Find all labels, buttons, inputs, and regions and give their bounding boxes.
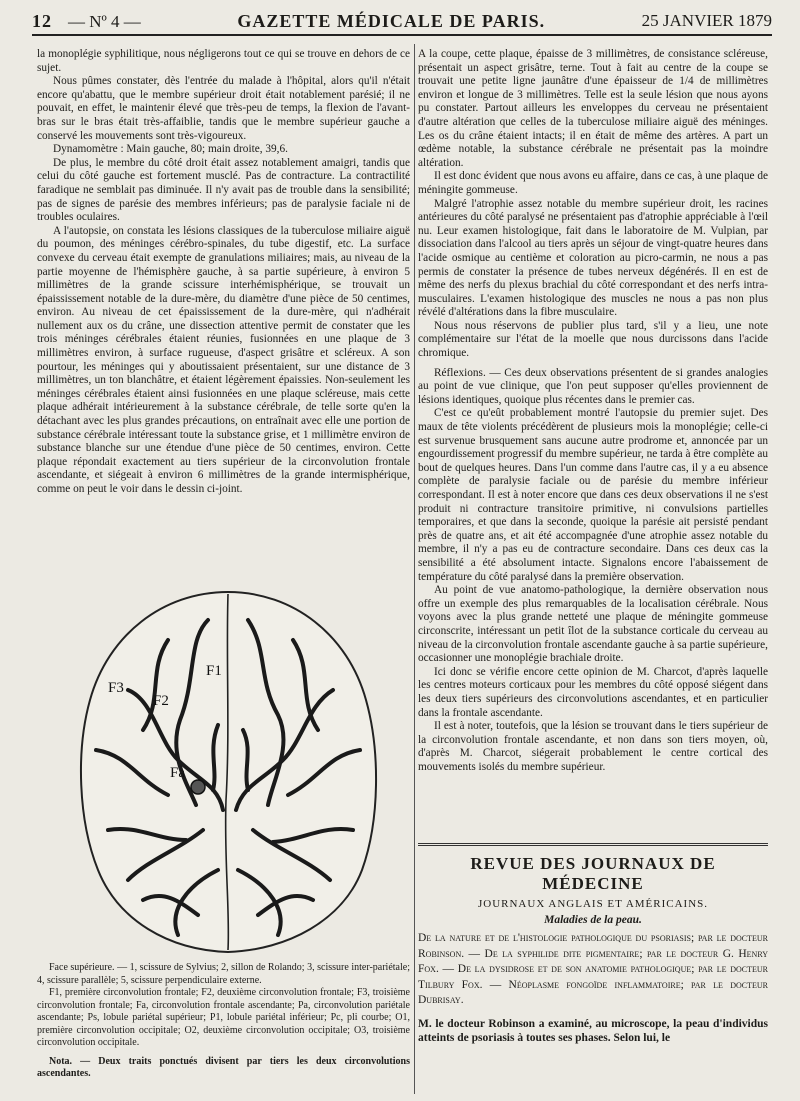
revue-summary: De la nature et de l'histologie pathologique du psoriasis; par le docteur Robinson. — De la syphilide dite pigmentaire; par le docteur G. Henry Fox. — De la dysidrose et de son anatomie pathologique; par le docteur Tilbury Fox. — Néoplasme fongoïde inflammatoire; par le docteur Dubrisay. — [418, 932, 768, 1006]
figure-note: Nota. — Deux traits ponctués divisent par tiers les deux circonvolutions ascendantes. — [37, 1055, 410, 1079]
paragraph: C'est ce qu'eût probablement montré l'autopsie du premier sujet. Des maux de tête violents précédèrent de plusieurs mois la monoplégie; celle-ci est survenue brusquement sans aucune autre prodrome et, annoncée par un engourdissement progressif du membre supérieur, ne tarda à être complète au bout de quelques heures. Dans l'un comme dans l'autre cas, il y a eu absence complète de paralysie faciale ou de parésie du membre inférieur correspondant. Il est à noter encore que dans ces deux observations il ne s'est produit ni contracture transitoire primitive, ni convulsions partielles temporaires, et que dans la seconde, quoique la parésie ait persisté pendant près de quatre ans, et ait été accompagnée d'une atrophie assez notable du membre, il n'y a pas eu de contracture secondaire. Dans ces deux cas la sensibilité a été absolument intacte. Signalons encore l'abaissement de température du côté paralysé dans la première observation. — [418, 407, 768, 583]
paragraph: Il est donc évident que nous avons eu affaire, dans ce cas, à une plaque de méningite gommeuse. — [418, 170, 768, 196]
paragraph: la monoplégie syphilitique, nous négligerons tout ce qui se trouve en dehors de ce sujet. — [37, 48, 410, 74]
column-divider — [414, 44, 415, 1094]
caption-line: F1, première circonvolution frontale; F2, deuxième circonvolution frontale; F3, troisième circonvolution frontale; Fa, circonvolution frontale ascendante; Pa, circonvolution pariétale ascendante; Ps, lobule pariétal supérieur; P1, lobule pariétal inférieur; Pc, pli courbe; O1, première circonvolution occipitale; O2, deuxième circonvolution occipitale; O3, troisième circonvolution occipitale. — [37, 987, 410, 1048]
paragraph: A la coupe, cette plaque, épaisse de 3 millimètres, de consistance scléreuse, présentait un aspect grisâtre, terne. Tout à fait au centre de la coupe se trouvait une petite ligne jaunâtre d'une épaisseur de 1/4 de millimètres environ et longue de 3 millimètres. Telle est la seule lésion que nous ayons pu constater. Partout ailleurs les enveloppes du cerveau ne présentaient d'autre altération que celles de la tuberculose miliaire aiguë des méninges. Les os du crâne étaient intacts; il en était de même des artères. A part un œdème notable, la substance cérébrale ne présentait pas la moindre altération. — [418, 48, 768, 169]
issue-date: 25 JANVIER 1879 — [641, 11, 772, 30]
label-f1: F1 — [206, 663, 222, 679]
revue-subtitle: JOURNAUX ANGLAIS ET AMÉRICAINS. — [477, 898, 709, 910]
figure-caption — [37, 962, 410, 1081]
brain-figure — [68, 580, 388, 960]
label-f2: F2 — [153, 693, 169, 709]
label-f3: F3 — [108, 680, 124, 696]
paragraph: A l'autopsie, on constata les lésions classiques de la tuberculose miliaire aiguë du poumon, des méninges cérébro-spinales, du tube digestif, etc. La surface convexe du cerveau était exempte de granulations miliaires; mais, au niveau de la partie moyenne de l'hémisphère gauche, à sa partie supérieure, à environ 5 millimètres de la grande scissure interhémisphérique, se trouvait un épaississement notable de la dure-mère, du diamètre d'une pièce de 50 centimes, environ. Au niveau de cet épaississement de la dure-mère, qui n'adhérait nullement aux os du crâne, une dissection attentive permit de constater que les trois méninges cérébrales étaient réunies, fusionnées en une plaque de 3 millimètres environ, à surface rugueuse, d'aspect grisâtre et scléreux. A son pourtour, les méninges qui y aboutissaient présentaient, sur une distance de 3 millimètres, un ton blanchâtre, et étaient légèrement épaissies. Non-seulement les méninges cérébrales étaient ainsi fusionnées en une plaque scléreuse, mais cette plaque adhérait intérieurement à la substance cérébrale, de telle sorte qu'en la détachant avec les plus grandes précautions, on entraînait avec elle une portion de substance cérébrale intéressant toute la substance grise, et 1 millimètre environ de substance blanche sur une étendue d'une pièce de 50 centimes, environ. Cette plaque répondait exactement au tiers supérieur de la circonvolution frontale ascendante, et siégeait à environ 6 millimètres de la grande intermisphérique, comme on peut le voir dans le dessin ci-joint. — [37, 224, 410, 495]
page-header — [32, 8, 772, 36]
paragraph: Au point de vue anatomo-pathologique, la dernière observation nous offre un exemple des plus remarquables de la localisation cérébrale. Nous voyons avec la plus grande netteté une plaque de méningite gommeuse circonscrite, intéressant un petit îlot de la substance corticale du cerveau au niveau de la circonvolution frontale ascendante gauche à sa partie supérieure, occasionner une monoplégie brachiale droite. — [418, 584, 768, 665]
paragraph: Nous pûmes constater, dès l'entrée du malade à l'hôpital, alors qu'il n'était encore qu'abattu, que le membre supérieur droit était notablement parésié; il ne pouvait, en effet, le maintenir élevé que très-peu de temps, la flexion de l'avant-bras sur le bras était très-affaiblie, tandis que le membre supérieur gauche a conservé les mouvements sont très-vigoureux. — [37, 75, 410, 142]
revue-title: REVUE DES JOURNAUX DE MÉDECINE — [470, 854, 716, 893]
issue-number: — Nº 4 — — [68, 11, 141, 31]
brain-illustration — [68, 580, 388, 960]
paragraph: Malgré l'atrophie assez notable du membre supérieur droit, les racines antérieures du côté paralysé ne présentaient pas d'atrophie appréciable à l'œil nu. Leur examen histologique, fait dans le laboratoire de M. Vulpian, par dissociation dans l'alcool au tiers après un séjour de vingt-quatre heures dans l'acide osmique au centième et coloration au picro-carmin, ne nous a pas permis de constater la présence de tubes nerveux dégénérés. Il en est de même des nerfs du plexus brachial du côté correspondant et des nerfs intra-musculaires. L'examen histologique des muscles ne nous a pas non plus révélé d'altérations dans la fibre musculaire. — [418, 197, 768, 319]
journal-title: GAZETTE MÉDICALE DE PARIS. — [237, 10, 546, 31]
brain-outline — [81, 592, 376, 952]
paragraph: Dynamomètre : Main gauche, 80; main droite, 39,6. — [53, 143, 288, 156]
revue-section-heading: Maladies de la peau. — [544, 914, 642, 926]
header-left — [32, 11, 141, 32]
lesion-mark — [191, 780, 205, 794]
left-column — [37, 48, 410, 497]
revue-body: M. le docteur Robinson a examiné, au microscope, la peau d'individus atteints de psoriasis à toutes ses phases. Selon lui, le — [418, 1017, 768, 1044]
label-fa: Fa — [170, 765, 185, 781]
paragraph: Ici donc se vérifie encore cette opinion de M. Charcot, d'après laquelle les centres moteurs corticaux pour les membres du côté opposé siégent dans les deux tiers supérieurs des circonvolutions ascendantes, et en particulier dans la frontale ascendante. — [418, 665, 768, 719]
paragraph: Réflexions. — Ces deux observations présentent de si grandes analogies au point de vue clinique, que l'on peut supposer qu'elles proviennent de lésions identiques, quoique plus récentes dans le premier cas. — [418, 366, 768, 406]
caption-line: Face supérieure. — 1, scissure de Sylvius; 2, sillon de Rolando; 3, scissure inter-pariétale; 4, scissure parallèle; 5, scissure perpendiculaire externe. — [37, 962, 410, 986]
paragraph: Il est à noter, toutefois, que la lésion se trouvant dans le tiers supérieur de la circonvolution frontale ascendante, et non dans son tiers moyen, où, d'après M. Charcot, siégerait probablement le centre cortical des mouvements isolés du membre supérieur. — [418, 720, 768, 773]
page-number: 12 — [32, 10, 52, 31]
paragraph: De plus, le membre du côté droit était assez notablement amaigri, tandis que celui du côté gauche est fortement musclé. Pas de contracture. La contractilité faradique ne semblait pas diminuée. Il n'y avait pas de trouble dans la sensibilité; pas de signes de parésie des membres inférieurs; pas de paralysie faciale ni de troubles oculaires. — [37, 156, 410, 224]
right-column — [418, 48, 768, 774]
revue-section — [418, 843, 768, 1046]
paragraph: Nous nous réservons de publier plus tard, s'il y a lieu, une note complémentaire sur l'état de la moelle que nous durcissons dans l'acide chromique. — [418, 319, 768, 360]
